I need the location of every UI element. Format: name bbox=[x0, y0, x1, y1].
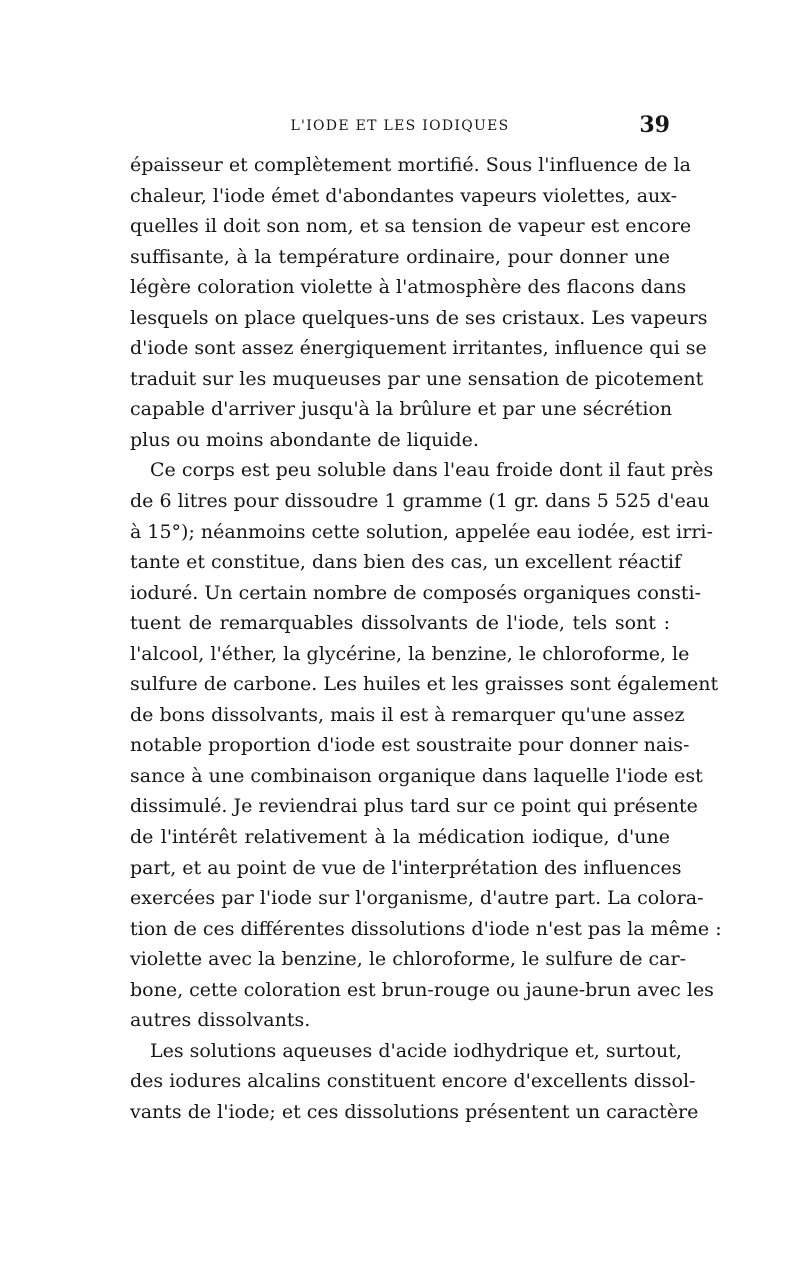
text-line: de l'intérêt relativement à la médication iodique, d'une bbox=[130, 826, 670, 849]
text-line: sulfure de carbone. Les huiles et les graisses sont également bbox=[130, 673, 719, 696]
text-line: autres dissolvants. bbox=[130, 1009, 311, 1032]
page-number: 39 bbox=[639, 112, 670, 138]
running-head bbox=[130, 112, 670, 142]
text-line: légère coloration violette à l'atmosphère des flacons dans bbox=[130, 276, 687, 299]
text-line: plus ou moins abondante de liquide. bbox=[130, 428, 479, 451]
text-line: de bons dissolvants, mais il est à remarquer qu'une assez bbox=[130, 703, 685, 726]
text-line: violette avec la benzine, le chloroforme, le sulfure de car- bbox=[130, 948, 686, 971]
text-line: traduit sur les muqueuses par une sensation de picotement bbox=[130, 367, 704, 390]
text-line: Ce corps est peu soluble dans l'eau froide dont il faut près bbox=[150, 459, 714, 482]
text-line: ioduré. Un certain nombre de composés organiques consti- bbox=[130, 581, 702, 604]
text-line: exercées par l'iode sur l'organisme, d'autre part. La colora- bbox=[130, 887, 704, 910]
text-line: d'iode sont assez énergiquement irritantes, influence qui se bbox=[130, 337, 707, 360]
text-line: notable proportion d'iode est soustraite pour donner nais- bbox=[130, 734, 690, 757]
text-line: à 15°); néanmoins cette solution, appelée eau iodée, est irri- bbox=[130, 520, 713, 543]
running-title: L'IODE ET LES IODIQUES bbox=[290, 118, 510, 134]
text-line: lesquels on place quelques-uns de ses cristaux. Les vapeurs bbox=[130, 306, 708, 329]
text-line: des iodures alcalins constituent encore d'excellents dissol- bbox=[130, 1070, 696, 1093]
text-line: tion de ces différentes dissolutions d'iode n'est pas la même : bbox=[130, 917, 722, 940]
text-line: suffisante, à la température ordinaire, pour donner une bbox=[130, 245, 670, 268]
text-line: quelles il doit son nom, et sa tension de vapeur est encore bbox=[130, 215, 692, 238]
text-line: épaisseur et complètement mortifié. Sous l'influence de la bbox=[130, 154, 691, 176]
text-line: tuent de remarquables dissolvants de l'iode, tels sont : bbox=[130, 612, 670, 635]
text-line: de 6 litres pour dissoudre 1 gramme (1 gr. dans 5 525 d'eau bbox=[130, 490, 710, 513]
text-line: sance à une combinaison organique dans laquelle l'iode est bbox=[130, 764, 703, 787]
text-line: tante et constitue, dans bien des cas, un excellent réactif bbox=[130, 551, 681, 574]
text-line: bone, cette coloration est brun-rouge ou jaune-brun avec les bbox=[130, 978, 714, 1001]
body-text bbox=[130, 150, 722, 1128]
text-line: capable d'arriver jusqu'à la brûlure et par une sécrétion bbox=[130, 398, 673, 421]
text-line: dissimulé. Je reviendrai plus tard sur ce point qui présente bbox=[130, 795, 698, 818]
text-line: part, et au point de vue de l'interprétation des influences bbox=[130, 856, 682, 879]
text-line: Les solutions aqueuses d'acide iodhydrique et, surtout, bbox=[150, 1039, 682, 1062]
text-line: vants de l'iode; et ces dissolutions présentent un caractère bbox=[130, 1100, 699, 1123]
text-line: chaleur, l'iode émet d'abondantes vapeurs violettes, aux- bbox=[130, 184, 678, 207]
text-line: l'alcool, l'éther, la glycérine, la benzine, le chloroforme, le bbox=[130, 642, 690, 665]
